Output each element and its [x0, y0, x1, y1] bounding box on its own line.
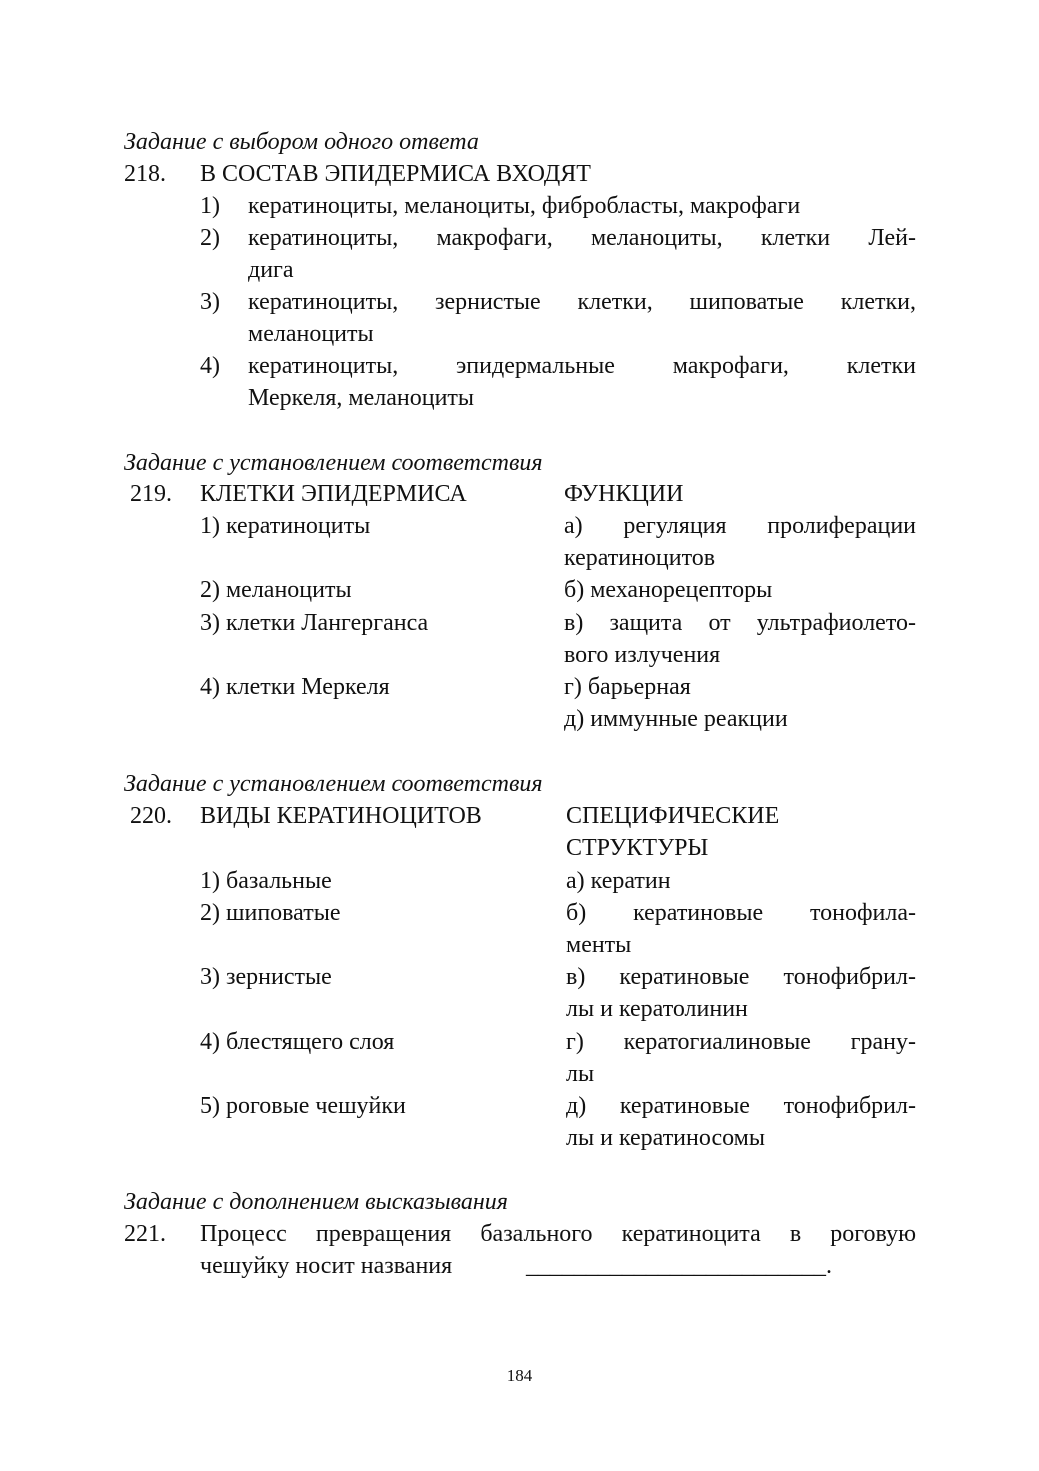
page-number: 184 — [506, 1366, 533, 1385]
q220-heading: Задание с установлением соответствия — [124, 771, 543, 797]
left-item: 2) шиповатые — [200, 900, 341, 926]
option-text: Меркеля, меланоциты — [248, 385, 475, 411]
right-item: в) защита от ультрафиолето- — [564, 610, 916, 636]
right-item: вого излучения — [564, 642, 721, 668]
left-item: 3) зернистые — [200, 964, 332, 990]
q218-heading: Задание с выбором одного ответа — [124, 129, 479, 155]
q221-heading: Задание с дополнением высказывания — [124, 1189, 508, 1215]
left-item: 5) роговые чешуйки — [200, 1093, 406, 1119]
q221-text: Процесс превращения базального кератиноцита в роговую — [200, 1221, 916, 1247]
left-item: 4) клетки Меркеля — [200, 674, 390, 700]
option-text: меланоциты — [248, 321, 374, 347]
option-text: дига — [248, 257, 294, 283]
option-number: 2) — [200, 225, 220, 251]
q221-text: чешуйку носит названия — [200, 1253, 453, 1279]
left-item: 3) клетки Лангерганса — [200, 610, 429, 636]
right-item: лы и кератиносомы — [566, 1125, 765, 1151]
right-item: кератиноцитов — [564, 545, 716, 571]
right-item: лы и кератолинин — [566, 996, 748, 1022]
q218-question: В СОСТАВ ЭПИДЕРМИСА ВХОДЯТ — [200, 161, 591, 187]
right-item: менты — [566, 932, 632, 958]
right-item: г) кератогиалиновые грану- — [566, 1029, 916, 1055]
q219-heading: Задание с установлением соответствия — [124, 450, 543, 476]
q220-left-header: ВИДЫ КЕРАТИНОЦИТОВ — [200, 803, 482, 829]
option-number: 3) — [200, 289, 220, 315]
option-number: 1) — [200, 193, 220, 219]
right-item: лы — [566, 1061, 595, 1087]
q219-number: 219. — [130, 481, 172, 507]
left-item: 1) кератиноциты — [200, 513, 371, 539]
q220-right-header: СПЕЦИФИЧЕСКИЕ — [566, 803, 780, 829]
right-item: д) иммунные реакции — [564, 706, 788, 732]
option-text: кератиноциты, зернистые клетки, шиповатые клетки, — [248, 289, 916, 315]
q219-right-header: ФУНКЦИИ — [564, 481, 684, 507]
right-item: б) механорецепторы — [564, 577, 773, 603]
option-text: кератиноциты, макрофаги, меланоциты, клетки Лей- — [248, 225, 916, 251]
left-item: 4) блестящего слоя — [200, 1029, 395, 1055]
q221-number: 221. — [124, 1221, 166, 1247]
option-text: кератиноциты, меланоциты, фибробласты, макрофаги — [248, 193, 801, 219]
answer-blank[interactable]: _________________________. — [526, 1253, 832, 1279]
q220-right-header: СТРУКТУРЫ — [566, 835, 709, 861]
q219-left-header: КЛЕТКИ ЭПИДЕРМИСА — [200, 481, 467, 507]
right-item: а) кератин — [566, 868, 671, 894]
left-item: 2) меланоциты — [200, 577, 352, 603]
left-item: 1) базальные — [200, 868, 332, 894]
right-item: б) кератиновые тонофила- — [566, 900, 916, 926]
right-item: д) кератиновые тонофибрил- — [566, 1093, 916, 1119]
right-item: в) кератиновые тонофибрил- — [566, 964, 916, 990]
q218-number: 218. — [124, 161, 166, 187]
right-item: а) регуляция пролиферации — [564, 513, 916, 539]
q220-number: 220. — [130, 803, 172, 829]
option-number: 4) — [200, 353, 220, 379]
option-text: кератиноциты, эпидермальные макрофаги, клетки — [248, 353, 916, 379]
right-item: г) барьерная — [564, 674, 691, 700]
